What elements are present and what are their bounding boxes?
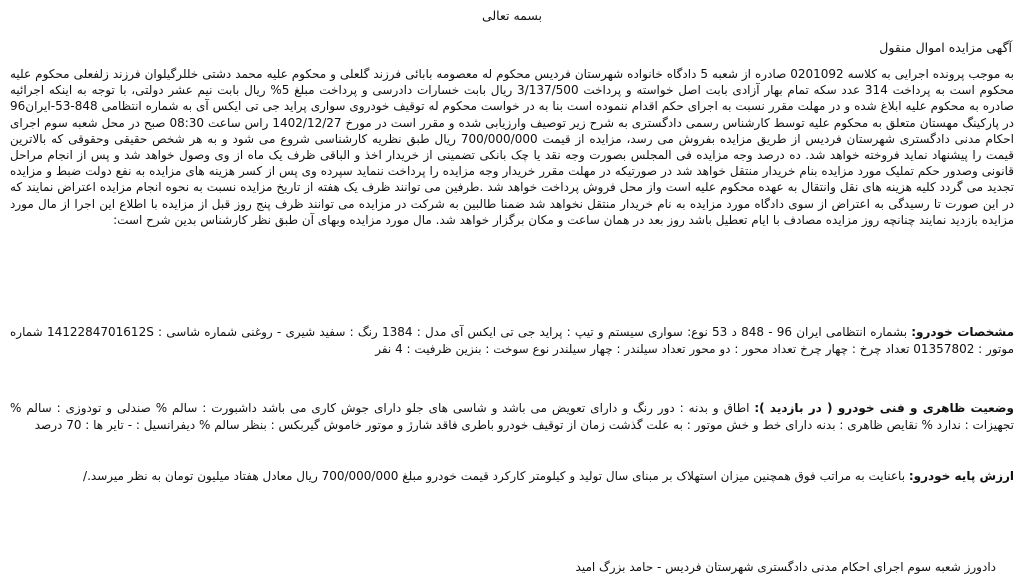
watermark bbox=[379, 299, 405, 326]
vehicle-condition-section bbox=[10, 400, 1014, 433]
base-value-text: باعنایت به مراتب فوق همچنین میزان استهلاک بر مبنای سال تولید و کیلومتر کارکرد قیمت خودرو مبلغ 700/000/000 ریال معادل هفتاد میلیون تومان به نظر میرسد./ bbox=[83, 469, 909, 483]
vehicle-specs-text: بشماره انتظامی ایران 96 - 848 د 53 نوع: سواری سیستم و تیپ : پراید جی تی ایکس آی مدل : 1384 رنگ : سفید شیری - روغنی شماره شاسی : 1412284701612S شماره موتور : 01357802 تعداد چرخ : چهار چرخ تعداد محور : دو محور تعداد سیلندر : چهار سیلندر نوع سوخت : بنزین ظرفیت : 4 نفر bbox=[10, 325, 1014, 356]
notice-body-paragraph: به موجب پرونده اجرایی به کلاسه 0201092 صادره از شعبه 5 دادگاه خانواده شهرستان فردیس محکوم له معصومه بابائی فرزند گلعلی و محکوم علیه محمد دشتی خللرگیلوان فرزند زلفعلی محکوم علیه محکوم است به پرداخت 314 عدد سکه تمام بهار آزادی بابت اصل خواسته و پرداخت 3/137/500 ریال بابت خسارات دادرسی و پرداخت مبلغ 5% ریال بابت نیم عشر دولتی، با توجه به اینکه اجرائیه صادره به محکوم علیه ابلاغ شده و در مهلت مقرر نسبت به اجرای حکم اقدام ننموده است بنا به در خواست محکوم له توقیف خودروی سواری پراید جی تی ایکس آی به شماره انتظامی 848-53-ایران96 در پارکینگ مهستان متعلق به محکوم علیه توسط کارشناس رسمی دادگستری به شرح زیر توصیف وارزیابی شده و مقرر است در مورخ 1402/12/27 راس ساعت 08:30 صبح در محل شعبه سوم اجرای احکام مدنی دادگستری شهرستان فردیس از طریق مزایده بفروش می رسد، مزایده از قیمت 700/000/000 ریال طبق نظریه کارشناسی شروع می شود و به هر شخص حقیقی وحقوقی که بالاترین قیمت را پیشنهاد نماید فروخته خواهد شد. ده درصد وجه مزایده فی المجلس بصورت وجه نقد یا چک بانکی تضمینی از خریدار اخذ و الباقی ظرف یک ماه از وی وصول خواهد شد و پس از انجام مراحل قانونی وصدور حکم تملیک مورد مزایده بنام خریدار منتقل خواهد شد در صورتیکه در مهلت مقرر خریدار وجه مزایده را پرداخت ننماید سپرده وی پس از کسر هزینه های مزایده به نفع دولت ضبط و مزایده تجدید می گردد کلیه هزینه های نقل وانتقال به عهده محکوم علیه است واز محل فروش پرداخت خواهد شد .طرفین می توانند ظرف یک هفته از تاریخ مزایده نسبت به نحوه انجام مزایده اعتراض نمایند که در این صورت تا رسیدگی به اعتراض از سوی دادگاه مورد مزایده به نام خریدار منتقل نخواهد شد ضمنا طالبین به شرکت در مزایده می توانند ظرف پنج روز قبل از مزایده با اطلاع این اجرا از مال مورد مزایده بازدید نمایند چنانچه روز مزایده مصادف با ایام تعطیل باشد روز بعد در همان ساعت و مکان برگزار خواهد شد. مال مورد مزایده وبهای آن طبق نظر کارشناس بدین شرح است: bbox=[10, 67, 1015, 227]
vehicle-condition-text: اطاق و بدنه : دور رنگ و دارای تعویض می باشد و شاسی های جلو دارای جوش کاری می باشد داشبورت : سالم % صندلی و تودوزی : سالم % تجهیزات : ندارد % نقایص ظاهری : بدنه دارای خط و خش موتور : به علت گذشت زمان از توقیف خودرو باطری فاقد شارژ و موتور خاموش گیربکس : بنظر سالم % دیفرانسیل : - تایر ها : 70 درصد bbox=[10, 401, 1014, 432]
base-value-label: ارزش پایه خودرو: bbox=[908, 469, 1014, 483]
base-value-section bbox=[10, 468, 1014, 485]
invocation-line: بسمه تعالی bbox=[481, 8, 543, 23]
vehicle-specs-label: مشخصات خودرو: bbox=[911, 325, 1014, 339]
signature-line: دادورز شعبه سوم اجرای احکام مدنی دادگستری شهرستان فردیس - حامد بزرگ امید bbox=[575, 560, 996, 574]
notice-heading: آگهی مزایده اموال منقول bbox=[879, 40, 1012, 55]
vehicle-condition-label: وضعیت ظاهری و فنی خودرو ( در بازدید ): bbox=[754, 401, 1014, 415]
vehicle-specs-section bbox=[10, 324, 1014, 357]
